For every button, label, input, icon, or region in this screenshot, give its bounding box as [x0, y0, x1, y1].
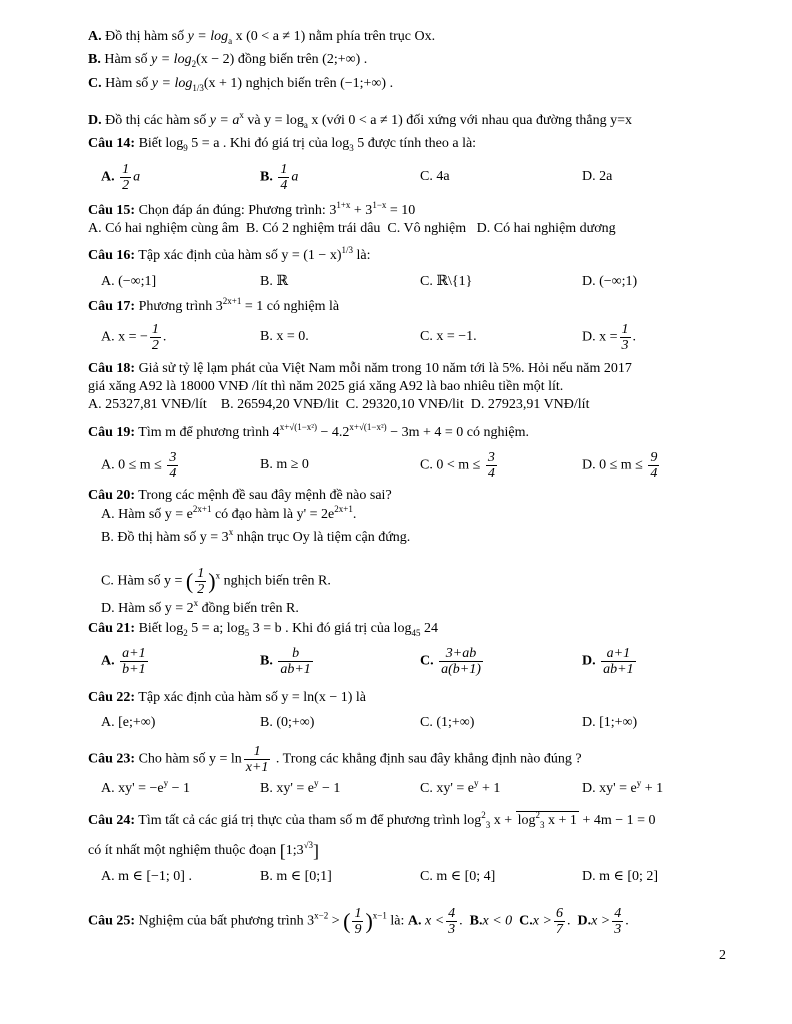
question-24-cont: có ít nhất một nghiệm thuộc đoạn $[1;3^{√3}]$	[88, 840, 320, 861]
question-17: Câu 17: Phương trình $3^{2x+1} = 1$ có nghiệm là	[88, 296, 340, 314]
q18-options: A. 25327,81 VNĐ/lít B. 26594,20 VNĐ/lit C. 29320,10 VNĐ/lit D. 27923,91 VNĐ/lít	[88, 397, 590, 412]
q23-option-d: D. $xy' = e^y + 1$	[582, 778, 664, 796]
q16-option-c: C. ℝ\{1}	[420, 274, 473, 289]
question-16: Câu 16: Tập xác định của hàm số $y = (1 - x)^{1/3}$ là:	[88, 245, 371, 263]
opening-option-b: B. Hàm số $y = \log_2(x - 2)$ đồng biến trên (2;+∞) .	[88, 52, 368, 69]
q14-option-c: C. 4a	[420, 169, 450, 184]
q17-option-c: C. x = −1.	[420, 329, 477, 344]
q24-option-c: C. m ∈ [0; 4]	[420, 869, 496, 884]
question-18: Câu 18: Giả sử tỷ lệ lạm phát của Việt Nam mỗi năm trong 10 năm tới là 5%. Hỏi nếu năm 2017	[88, 361, 632, 376]
q23-option-b: B. $xy' = e^y - 1$	[260, 778, 341, 796]
question-24: Câu 24: Tìm tất cả các giá trị thực của tham số m để phương trình $\log^2_3 x + \log^2_3 x + 1 + 4m - 1 = 0$	[88, 810, 656, 830]
q24-option-b: B. m ∈ [0;1]	[260, 869, 332, 884]
question-14: Câu 14: Biết $\log_9 5 = a$ . Khi đó giá trị của $\log_3 5$ được tính theo a là:	[88, 136, 477, 153]
q19-option-a: A. 0 ≤ m ≤ $\frac{3}{4}$	[101, 450, 177, 481]
q21-option-a: A. $\frac{a+1}{b+1}$	[101, 646, 146, 677]
q21-option-d: D. $\frac{a+1}{ab+1}$	[582, 646, 634, 677]
q20-option-a: A. Hàm số $y = e^{2x+1}$ có đạo hàm là $y' = 2e^{2x+1}$.	[101, 504, 357, 522]
question-20: Câu 20: Trong các mệnh đề sau đây mệnh đề nào sai?	[88, 488, 392, 503]
opening-option-c: C. Hàm số $y = \log_{1/3}(x + 1)$ nghịch biến trên (−1;+∞) .	[88, 76, 394, 93]
q23-option-a: A. $xy' = -e^y - 1$	[101, 778, 191, 796]
q22-option-d: D. [1;+∞)	[582, 715, 638, 730]
q20-option-b: B. Đồ thị hàm số $y = 3^x$ nhận trục Oy là tiệm cận đứng.	[101, 527, 411, 545]
question-18-cont: giá xăng A92 là 18000 VNĐ /lít thì năm 2025 giá xăng A92 là bao nhiêu tiền một lít.	[88, 379, 564, 394]
q20-option-d: D. Hàm số $y = 2^x$ đồng biến trên R.	[101, 598, 299, 616]
question-19: Câu 19: Tìm m để phương trình $4^{x+√(1-x^2)} - 4.2^{x+√(1-x^2)} - 3m + 4 = 0$ có nghiệm.	[88, 422, 529, 440]
q15-options: A. Có hai nghiệm cùng âm B. Có 2 nghiệm trái dâu C. Vô nghiệm D. Có hai nghiệm dương	[88, 221, 616, 236]
q23-option-c: C. $xy' = e^y + 1$	[420, 778, 501, 796]
q19-option-b: B. m ≥ 0	[260, 457, 309, 472]
q17-option-b: B. x = 0.	[260, 329, 309, 344]
q21-option-c: C. $\frac{3+ab}{a(b+1)}$	[420, 646, 481, 677]
question-15: Câu 15: Chọn đáp án đúng: Phương trình: $3^{1+x} + 3^{1-x} = 10$	[88, 200, 416, 218]
q14-option-d: D. 2a	[582, 169, 613, 184]
q17-option-d: D. x = $\frac{1}{3}$ .	[582, 322, 637, 353]
q16-option-d: D. (−∞;1)	[582, 274, 638, 289]
q16-option-b: B. ℝ	[260, 274, 288, 289]
q20-option-c: C. Hàm số y = ( $\frac{1}{2}$ )$^x$ nghịch biến trên R.	[101, 566, 331, 597]
q19-option-c: C. 0 < m ≤ $\frac{3}{4}$	[420, 450, 495, 481]
q17-option-a: A. x = − $\frac{1}{2}$ .	[101, 322, 167, 353]
opening-option-a: A. Đồ thị hàm số $y = \log_a x$ (0 < a ≠ 1) nằm phía trên trục Ox.	[88, 29, 436, 46]
question-22: Câu 22: Tập xác định của hàm số y = ln(x − 1) là	[88, 690, 366, 705]
q22-option-a: A. [e;+∞)	[101, 715, 156, 730]
question-23: Câu 23: Cho hàm số y = ln $\frac{1}{x+1}$ . Trong các khẳng định sau đây khẳng định nào đúng ?	[88, 744, 582, 775]
opening-option-d: D. Đồ thị các hàm số $y = a^x$ và $y = \log_a x$ (với 0 < a ≠ 1) đối xứng với nhau qua đường thẳng y=x	[88, 110, 632, 130]
q24-option-d: D. m ∈ [0; 2]	[582, 869, 659, 884]
q14-option-a: A. $\frac{1}{2}$ a	[101, 162, 141, 193]
q16-option-a: A. (−∞;1]	[101, 274, 157, 289]
q21-option-b: B. $\frac{b}{ab+1}$	[260, 646, 311, 677]
question-21: Câu 21: Biết $\log_2 5 = a$; $\log_5 3 = b$ . Khi đó giá trị của $\log_{45} 24$	[88, 621, 438, 638]
q22-option-c: C. (1;+∞)	[420, 715, 475, 730]
page-number: 2	[719, 948, 726, 963]
q24-option-a: A. m ∈ [−1; 0] .	[101, 869, 192, 884]
q14-option-b: B. $\frac{1}{4}$ a	[260, 162, 299, 193]
q19-option-d: D. 0 ≤ m ≤ $\frac{9}{4}$	[582, 450, 658, 481]
question-25: Câu 25: Nghiệm của bất phương trình $3^{x-2}$ > ( $\frac{1}{9}$ )$^{x-1}$ là: A. x < $\frac{4}{3}$ . B.x < 0 C.x > $\frac{6}{7}$ . D.x > $\frac{4}{3}$ .	[88, 906, 629, 937]
q22-option-b: B. (0;+∞)	[260, 715, 315, 730]
